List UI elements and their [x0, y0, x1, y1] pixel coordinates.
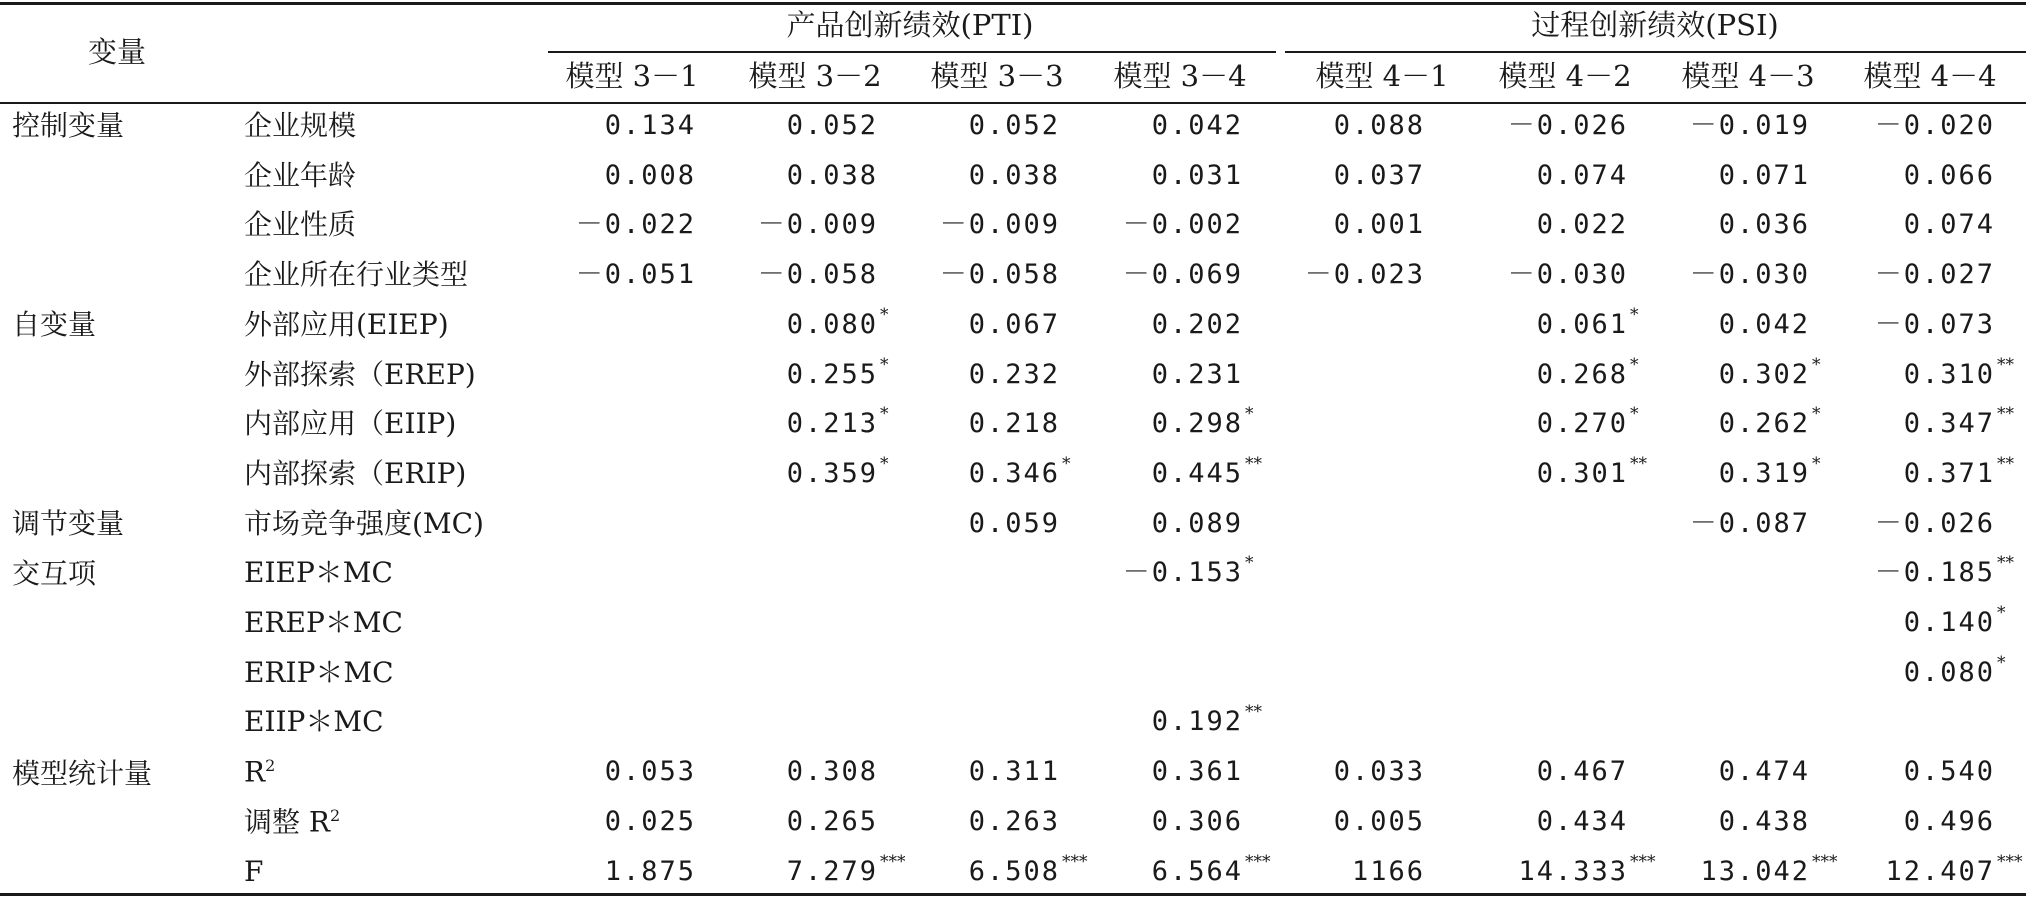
row-label: [244, 307, 449, 341]
significance-stars: *: [1245, 404, 1254, 425]
significance-stars: *: [1630, 404, 1639, 425]
table-cell: 0.089: [1151, 507, 1243, 539]
table-cell: 0.371: [1903, 457, 1995, 489]
table-cell: 0.255: [786, 358, 878, 390]
table-cell: －0.087: [1689, 507, 1810, 539]
table-cell: 0.319: [1718, 457, 1810, 489]
table-cell: 14.333: [1518, 855, 1628, 887]
significance-stars: *: [880, 453, 889, 474]
table-cell: 0.061: [1536, 308, 1628, 340]
table-cell: －0.002: [1122, 209, 1243, 241]
row-label-text: 内部探索（ERIP): [244, 456, 467, 490]
row-label-text: 外部应用(EIEP): [244, 307, 449, 341]
bottom-rule: [0, 893, 2026, 896]
table-cell: 0.008: [604, 159, 696, 191]
significance-stars: **: [1245, 702, 1262, 723]
table-cell: 0.496: [1903, 805, 1995, 837]
table-cell: 0.031: [1151, 159, 1243, 191]
row-label-text: 企业年龄: [244, 158, 357, 192]
model-header: 模型 3－3: [930, 59, 1064, 93]
row-label: [244, 357, 476, 391]
header-bottom-rule: [0, 102, 2026, 104]
table-cell: 0.262: [1718, 408, 1810, 440]
table-cell: －0.069: [1122, 259, 1243, 291]
top-rule: [0, 2, 2026, 5]
row-label-text: 企业性质: [244, 208, 357, 242]
table-cell: －0.073: [1874, 308, 1995, 340]
model-header: 模型 4－4: [1863, 59, 1997, 93]
significance-stars: **: [1245, 453, 1262, 474]
table-cell: 0.038: [786, 159, 878, 191]
row-label: [244, 158, 357, 192]
table-cell: 0.080: [1903, 656, 1995, 688]
table-cell: －0.026: [1507, 110, 1628, 141]
table-cell: 0.540: [1903, 756, 1995, 788]
table-cell: 0.361: [1151, 756, 1243, 788]
category-control: 控制变量: [12, 109, 125, 142]
table-cell: 0.270: [1536, 408, 1628, 440]
category-interaction: 交互项: [12, 557, 97, 590]
table-cell: 0.066: [1903, 159, 1995, 191]
row-label: [244, 456, 467, 490]
table-cell: 0.308: [786, 756, 878, 788]
significance-stars: **: [1997, 354, 2014, 375]
table-cell: －0.058: [939, 259, 1060, 291]
table-cell: 1166: [1351, 855, 1425, 887]
significance-stars: **: [1997, 553, 2014, 574]
row-label: [244, 606, 403, 639]
category-statistics: 模型统计量: [12, 757, 153, 790]
table-cell: －0.026: [1874, 507, 1995, 539]
table-cell: －0.030: [1507, 259, 1628, 291]
table-cell: －0.019: [1689, 110, 1810, 141]
psi-group-rule: [1285, 51, 2026, 53]
significance-stars: **: [1997, 404, 2014, 425]
table-cell: 0.022: [1536, 209, 1628, 241]
table-cell: 0.067: [968, 308, 1060, 340]
row-label: [244, 506, 484, 540]
table-cell: 0.298: [1151, 408, 1243, 440]
table-cell: 0.192: [1151, 706, 1243, 738]
table-cell: 6.508: [968, 855, 1060, 887]
significance-stars: **: [1997, 453, 2014, 474]
table-cell: 0.042: [1718, 308, 1810, 340]
row-label: [244, 208, 357, 242]
table-cell: 0.474: [1718, 756, 1810, 788]
model-header: 模型 4－3: [1681, 59, 1815, 93]
table-cell: －0.022: [575, 209, 696, 241]
row-label-text: 企业规模: [244, 109, 357, 142]
table-cell: 0.263: [968, 805, 1060, 837]
row-label: [244, 655, 394, 689]
row-label-text: 调整 R: [244, 805, 330, 839]
significance-stars: ***: [1245, 851, 1271, 872]
model-header: 模型 3－4: [1113, 59, 1247, 93]
model-header: 模型 3－1: [565, 59, 699, 93]
row-label: [244, 854, 264, 888]
table-cell: 0.347: [1903, 408, 1995, 440]
row-label-superscript: 2: [265, 756, 276, 776]
table-cell: 0.265: [786, 805, 878, 837]
significance-stars: *: [1245, 553, 1254, 574]
table-cell: 0.059: [968, 507, 1060, 539]
significance-stars: ***: [1997, 851, 2023, 872]
row-label: [244, 805, 341, 839]
table-cell: 0.025: [604, 805, 696, 837]
table-cell: 0.268: [1536, 358, 1628, 390]
significance-stars: *: [1997, 603, 2006, 623]
significance-stars: ***: [880, 851, 906, 872]
table-cell: 0.311: [968, 756, 1060, 788]
significance-stars: *: [880, 304, 889, 325]
table-cell: 0.232: [968, 358, 1060, 390]
significance-stars: **: [1630, 453, 1647, 474]
table-cell: 0.074: [1903, 209, 1995, 241]
table-cell: －0.027: [1874, 259, 1995, 291]
row-label-text: EIEP＊MC: [244, 556, 393, 590]
table-cell: 0.088: [1333, 110, 1425, 141]
category-moderator: 调节变量: [12, 507, 125, 540]
table-cell: 0.310: [1903, 358, 1995, 390]
table-cell: 0.052: [786, 110, 878, 141]
table-cell: 0.074: [1536, 159, 1628, 191]
table-cell: 0.218: [968, 408, 1060, 440]
table-cell: 1.875: [604, 855, 696, 887]
table-cell: 0.033: [1333, 756, 1425, 788]
table-cell: －0.023: [1304, 259, 1425, 291]
significance-stars: *: [1630, 354, 1639, 375]
variable-header: 变量: [87, 35, 147, 69]
table-cell: －0.185: [1874, 557, 1995, 589]
table-cell: －0.020: [1874, 110, 1995, 141]
table-cell: 0.080: [786, 308, 878, 340]
table-cell: 0.071: [1718, 159, 1810, 191]
significance-stars: *: [880, 404, 889, 425]
table-cell: 13.042: [1700, 855, 1810, 887]
model-header: 模型 4－1: [1315, 59, 1449, 93]
table-cell: 0.302: [1718, 358, 1810, 390]
significance-stars: *: [1812, 404, 1821, 425]
significance-stars: ***: [1062, 851, 1088, 872]
significance-stars: *: [1630, 304, 1639, 325]
category-independent: 自变量: [12, 308, 97, 341]
row-label: [244, 109, 357, 142]
significance-stars: *: [1812, 354, 1821, 375]
row-label: [244, 705, 384, 739]
table-cell: 0.359: [786, 457, 878, 489]
row-label-text: F: [244, 854, 264, 888]
significance-stars: *: [1997, 652, 2006, 673]
row-label-text: 内部应用（EIIP): [244, 407, 457, 441]
table-cell: －0.051: [575, 259, 696, 291]
pti-group-header: 产品创新绩效(PTI): [786, 8, 1034, 42]
significance-stars: *: [1812, 453, 1821, 474]
table-cell: 0.053: [604, 756, 696, 788]
row-label: [244, 556, 393, 590]
table-cell: －0.153: [1122, 557, 1243, 589]
row-label-superscript: 2: [329, 805, 341, 825]
table-cell: －0.058: [757, 259, 878, 291]
table-cell: 0.052: [968, 110, 1060, 141]
row-label: [244, 258, 469, 292]
table-cell: 0.001: [1333, 209, 1425, 241]
table-cell: 0.005: [1333, 805, 1425, 837]
table-cell: －0.009: [757, 209, 878, 241]
table-cell: －0.009: [939, 209, 1060, 241]
significance-stars: *: [880, 354, 889, 375]
table-cell: 0.140: [1903, 607, 1995, 638]
table-cell: 0.438: [1718, 805, 1810, 837]
table-cell: 0.346: [968, 457, 1060, 489]
table-cell: 0.445: [1151, 457, 1243, 489]
table-cell: 0.042: [1151, 110, 1243, 141]
table-cell: －0.030: [1689, 259, 1810, 291]
row-label-text: ERIP＊MC: [244, 655, 394, 689]
table-cell: 12.407: [1885, 855, 1995, 887]
table-cell: 0.467: [1536, 756, 1628, 788]
psi-group-header: 过程创新绩效(PSI): [1531, 8, 1779, 42]
table-cell: 0.134: [604, 110, 696, 141]
table-cell: 0.301: [1536, 457, 1628, 489]
row-label: [244, 755, 276, 789]
row-label-text: EREP＊MC: [244, 606, 403, 639]
row-label-text: 企业所在行业类型: [244, 258, 469, 292]
table-cell: 0.231: [1151, 358, 1243, 390]
model-header: 模型 4－2: [1498, 59, 1632, 93]
table-cell: 0.213: [786, 408, 878, 440]
significance-stars: ***: [1812, 851, 1838, 872]
row-label-text: EIIP＊MC: [244, 705, 384, 739]
significance-stars: ***: [1630, 851, 1656, 872]
row-label-text: 市场竞争强度(MC): [244, 506, 484, 540]
row-label: [244, 407, 457, 441]
table-cell: 0.306: [1151, 805, 1243, 837]
table-cell: 0.202: [1151, 308, 1243, 340]
significance-stars: *: [1062, 453, 1071, 474]
table-cell: 0.036: [1718, 209, 1810, 241]
table-cell: 0.434: [1536, 805, 1628, 837]
row-label-text: 外部探索（EREP): [244, 357, 476, 391]
pti-group-rule: [548, 51, 1276, 53]
table-cell: 6.564: [1151, 855, 1243, 887]
table-cell: 0.037: [1333, 159, 1425, 191]
row-label-text: R: [244, 755, 266, 789]
model-header: 模型 3－2: [748, 59, 882, 93]
table-cell: 7.279: [786, 855, 878, 887]
table-cell: 0.038: [968, 159, 1060, 191]
